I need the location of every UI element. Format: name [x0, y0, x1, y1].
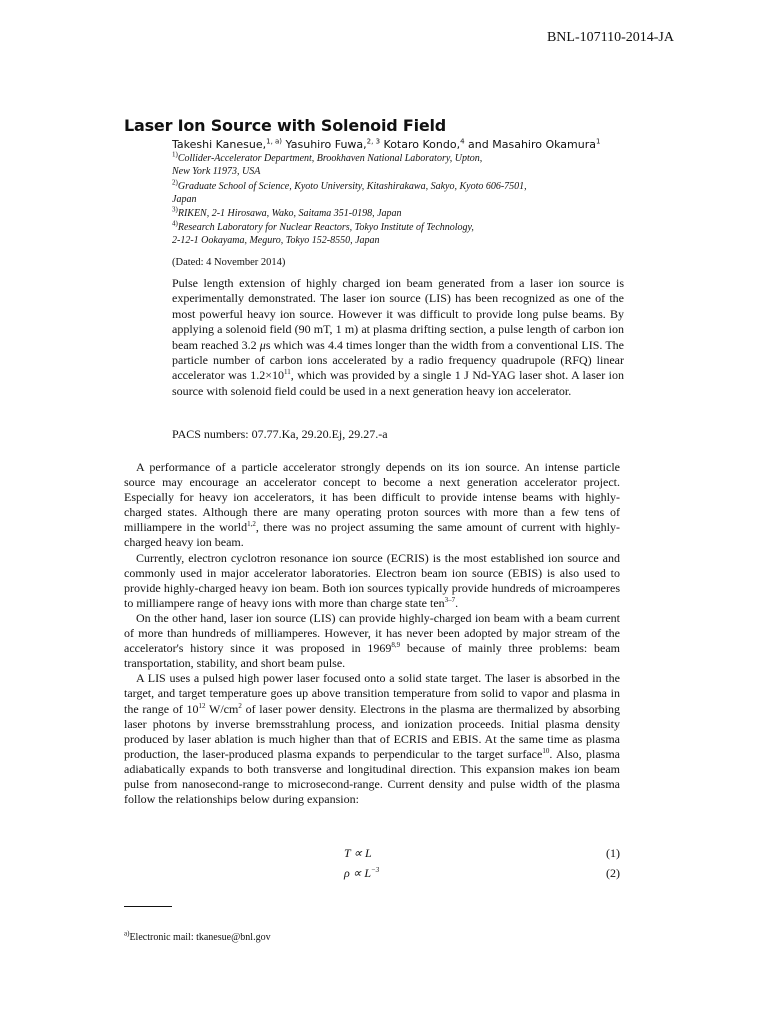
mu-symbol: μ — [259, 337, 266, 352]
citation: 3–7 — [444, 595, 456, 604]
footnote-rule — [124, 906, 172, 907]
equation-number: (2) — [606, 866, 620, 880]
paper-title: Laser Ion Source with Solenoid Field — [124, 116, 447, 135]
exponent: 11 — [284, 368, 291, 377]
paragraph-text: , there was no project assuming the same amount of current with highly-charged heavy ion beam. — [124, 520, 620, 550]
citation: 1,2 — [247, 520, 256, 529]
citation: 10 — [542, 746, 550, 755]
paragraph-text: A performance of a particle accelerator strongly depends on its ion source. An intense particle source may encourage an accelerator concept to become a next generation accelerator project. Especially for heavy ion accelerators, it has been difficult to provide intense beams with highly-charged states. Although there are many operating proton sources with more than a few tens of milliampere in the world — [124, 460, 620, 535]
affiliation-text: Collider-Accelerator Department, Brookhaven National Laboratory, Upton, — [177, 153, 483, 164]
citation: 8,9 — [391, 641, 401, 650]
body-text — [124, 460, 620, 807]
author-name: Kotaro Kondo, — [383, 138, 461, 151]
affiliation-1 — [172, 150, 483, 164]
affiliation-text: 2-12-1 Ookayama, Meguro, Tokyo 152-8550, Japan — [172, 235, 380, 246]
paragraph-text: A LIS uses a pulsed high power laser focused onto a solid state target. The laser is absorbed in the target, and target temperature goes up above transition temperature from solid to vapor and plasma in the range of 10 — [124, 671, 620, 716]
author-affiliation-mark: 4 — [460, 137, 465, 146]
affiliation-2 — [172, 178, 527, 192]
paragraph — [124, 671, 620, 807]
author-affiliation-mark: 1 — [596, 137, 601, 146]
equation-number: (1) — [606, 846, 620, 860]
paragraph-text: of laser power density. Electrons in the plasma are thermalized by absorbing laser photons by inverse bremsstrahlung process, and ionization proceeds. Initial plasma density produced by laser ablation is much higher than that of ECRIS and EBIS. At the same time as plasma production, the laser-produced plasma expands to perpendicular to the target surface — [124, 701, 621, 761]
equation-expression — [344, 846, 372, 861]
footnote — [124, 929, 271, 943]
author-name: Takeshi Kanesue, — [172, 138, 267, 151]
author-list — [172, 138, 600, 151]
author-affiliation-mark: 2, 3 — [366, 137, 381, 146]
affiliation-mark: 2) — [172, 178, 178, 187]
footnote-mark: a) — [124, 929, 130, 938]
affiliation-mark: 1) — [172, 150, 178, 159]
paragraph-text: . Also, plasma adiabatically expands to both transverse and longitudinal direction. This expansion makes ion beam pulse from nanosecond-range to microsecond-range. Current density and pulse width of the plasma follow the relationships below during expansion: — [124, 746, 620, 807]
report-number: BNL-107110-2014-JA — [546, 30, 674, 45]
affiliation-mark: 3) — [172, 205, 178, 214]
author-affiliation-mark: 1, a) — [266, 137, 283, 146]
equation-expression — [344, 866, 379, 881]
affiliation-4 — [172, 219, 474, 233]
paragraph — [124, 611, 620, 671]
equation-lhs: T ∝ L — [344, 846, 372, 860]
paragraph-text: Currently, electron cyclotron resonance ion source (ECRIS) is the most established ion source and commonly used in major accelerator laboratories. Electron beam ion source (EBIS) is also used to provide highly-charged heavy ion beam. Both ion sources typically provide hundreds of microamperes to milliampere range of heavy ions with more than charge state ten — [124, 550, 620, 610]
paragraph-text: On the other hand, laser ion source (LIS) can provide highly-charged ion beam with a beam current of more than hundreds of milliamperes. However, it has never been adopted by major stream of the accelerator's history since it was proposed in 1969 — [124, 610, 620, 656]
exponent: 2 — [238, 701, 242, 710]
affiliation-text: Research Laboratory for Nuclear Reactors, Tokyo Institute of Technology, — [177, 222, 474, 233]
affiliation-3 — [172, 205, 402, 219]
affiliation-text: Graduate School of Science, Kyoto University, Kitashirakawa, Sakyo, Kyoto 606-7501, — [177, 181, 527, 192]
exponent: −3 — [371, 866, 380, 874]
pacs-numbers: PACS numbers: 07.77.Ka, 29.20.Ej, 29.27.-a — [172, 427, 388, 441]
affiliation-4-cont — [172, 235, 380, 246]
affiliation-text: Japan — [172, 194, 197, 205]
affiliation-mark: 4) — [172, 219, 178, 228]
affiliation-text: New York 11973, USA — [172, 166, 261, 177]
paragraph-text: . — [455, 595, 459, 610]
exponent: 12 — [198, 701, 206, 710]
author-name: and Masahiro Okamura — [468, 138, 597, 151]
affiliation-1-cont — [172, 166, 260, 177]
dated-line: (Dated: 4 November 2014) — [172, 257, 286, 268]
paragraph-text: because of mainly three problems: beam transportation, stability, and short beam pulse. — [124, 641, 620, 671]
footnote-text: Electronic mail: tkanesue@bnl.gov — [129, 932, 271, 943]
paragraph — [124, 460, 620, 551]
abstract-text: s which was 4.4 times longer than the width from a conventional LIS. The particle number of carbon ions accelerated by a radio frequency quadrupole (RFQ) linear accelerator was 1.2×10 — [172, 337, 624, 383]
paragraph — [124, 551, 620, 611]
abstract-text: Pulse length extension of highly charged ion beam generated from a laser ion source is experimentally demonstrated. The laser ion source (LIS) has been recognized as one of the most powerful heavy ion source. However it was difficult to provide long pulse beams. By applying a solenoid field (90 mT, 1 m) at plasma drifting section, a pulse length of carbon ion beam reached 3.2 — [172, 276, 624, 352]
paragraph-text: W/cm — [205, 701, 239, 716]
abstract — [172, 276, 624, 399]
abstract-text: , which was provided by a single 1 J Nd-YAG laser shot. A laser ion source with solenoid field could be used in a next generation heavy ion accelerator. — [172, 368, 624, 398]
equation-lhs: ρ ∝ L — [344, 866, 372, 880]
author-name: Yasuhiro Fuwa, — [285, 138, 367, 151]
affiliation-2-cont — [172, 194, 196, 205]
affiliation-text: RIKEN, 2-1 Hirosawa, Wako, Saitama 351-0198, Japan — [177, 208, 402, 219]
